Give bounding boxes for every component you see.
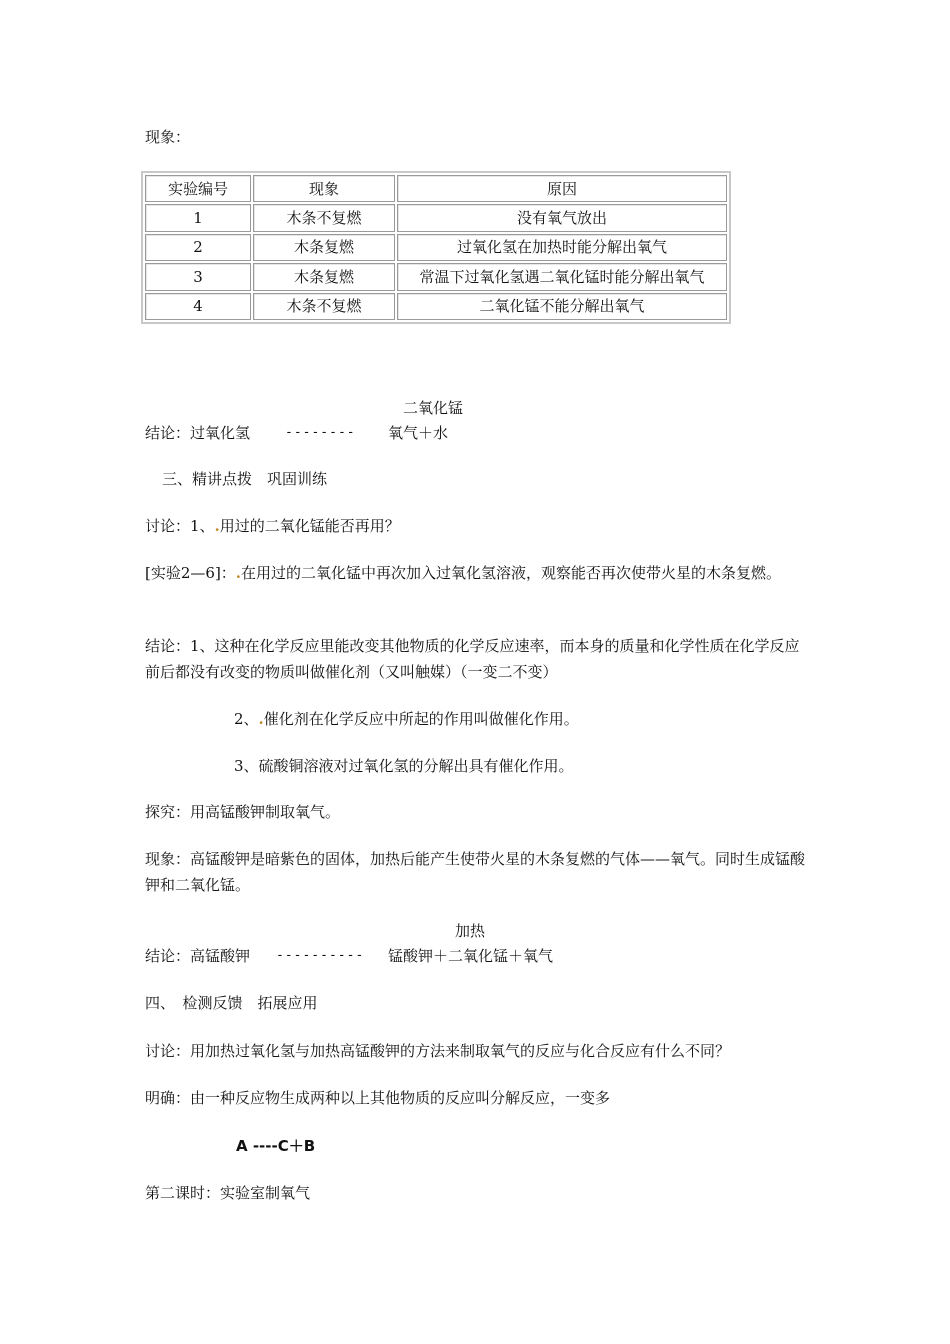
conclusion2 <box>234 710 579 728</box>
experiment-prefix: [实验2—6]： <box>145 564 236 582</box>
reaction2-equation <box>145 947 554 965</box>
table-cell: 常温下过氧化氢遇二氧化锰时能分解出氧气 <box>397 263 727 290</box>
section3-title: 三、精讲点拨 巩固训练 <box>162 470 328 488</box>
table-cell: 木条不复燃 <box>253 204 395 231</box>
conclusion2-text: 催化剂在化学反应中所起的作用叫做催化作用。 <box>263 710 579 728</box>
table-cell: 3 <box>145 263 251 290</box>
table-cell: 木条复燃 <box>253 234 395 261</box>
table-cell: 4 <box>145 293 251 320</box>
table-row <box>145 204 727 231</box>
table-row <box>145 263 727 290</box>
section4-title: 四、 检测反馈 拓展应用 <box>145 994 318 1012</box>
clarify: 明确：由一种反应物生成两种以上其他物质的反应叫分解反应，一变多 <box>145 1089 611 1107</box>
table-cell: 过氧化氢在加热时能分解出氧气 <box>397 234 727 261</box>
experiment-table <box>141 171 731 324</box>
table-cell: 2 <box>145 234 251 261</box>
reaction2-condition: 加热 <box>455 922 486 940</box>
discussion1 <box>145 517 400 535</box>
table-header-cell: 实验编号 <box>145 175 251 202</box>
conclusion3: 3、硫酸铜溶液对过氧化氢的分解出具有催化作用。 <box>234 757 574 775</box>
reaction1-arrow: -------- <box>285 425 356 440</box>
discussion1-prefix: 讨论：1、 <box>145 517 215 535</box>
reaction1-products: 氧气＋水 <box>388 424 449 442</box>
table-header-row <box>145 175 727 202</box>
table-cell: 没有氧气放出 <box>397 204 727 231</box>
table-header-cell: 现象 <box>253 175 395 202</box>
emphasis-dot: . <box>258 710 264 728</box>
reaction2-arrow: ---------- <box>276 948 365 963</box>
discussion1-text: 用过的二氧化锰能否再用？ <box>219 517 400 535</box>
conclusion2-prefix: 2、 <box>234 710 259 728</box>
decomposition-formula: A ----C＋B <box>236 1137 316 1155</box>
lesson2-title: 第二课时：实验室制氧气 <box>145 1184 311 1202</box>
reaction1-condition: 二氧化锰 <box>403 399 464 417</box>
reaction2-products: 锰酸钾＋二氧化锰＋氧气 <box>388 947 554 965</box>
experiment-paragraph <box>145 560 810 586</box>
reaction2-label: 结论：高锰酸钾 <box>145 947 251 965</box>
explore: 探究：用高锰酸钾制取氧气。 <box>145 803 341 821</box>
table-cell: 二氧化锰不能分解出氧气 <box>397 293 727 320</box>
table-cell: 木条复燃 <box>253 263 395 290</box>
table-cell: 1 <box>145 204 251 231</box>
discussion2: 讨论：用加热过氧化氢与加热高锰酸钾的方法来制取氧气的反应与化合反应有什么不同？ <box>145 1042 731 1060</box>
reaction1-equation <box>145 424 449 442</box>
emphasis-dot: . <box>214 517 220 535</box>
conclusion1: 结论：1、这种在化学反应里能改变其他物质的化学反应速率，而本身的质量和化学性质在化学反应前后都没有改变的物质叫做催化剂（又叫触媒）（一变二不变） <box>145 637 800 681</box>
emphasis-dot: . <box>235 564 242 582</box>
experiment-text: 在用过的二氧化锰中再次加入过氧化氢溶液，观察能否再次使带火星的木条复燃。 <box>241 564 782 582</box>
table-cell: 木条不复燃 <box>253 293 395 320</box>
table-row <box>145 234 727 261</box>
table-row <box>145 293 727 320</box>
phenomenon-label: 现象： <box>145 128 191 146</box>
reaction1-label: 结论：过氧化氢 <box>145 424 251 442</box>
table-header-cell: 原因 <box>397 175 727 202</box>
phenomenon2: 现象：高锰酸钾是暗紫色的固体，加热后能产生使带火星的木条复燃的气体——氧气。同时生成锰酸钾和二氧化锰。 <box>145 850 806 894</box>
